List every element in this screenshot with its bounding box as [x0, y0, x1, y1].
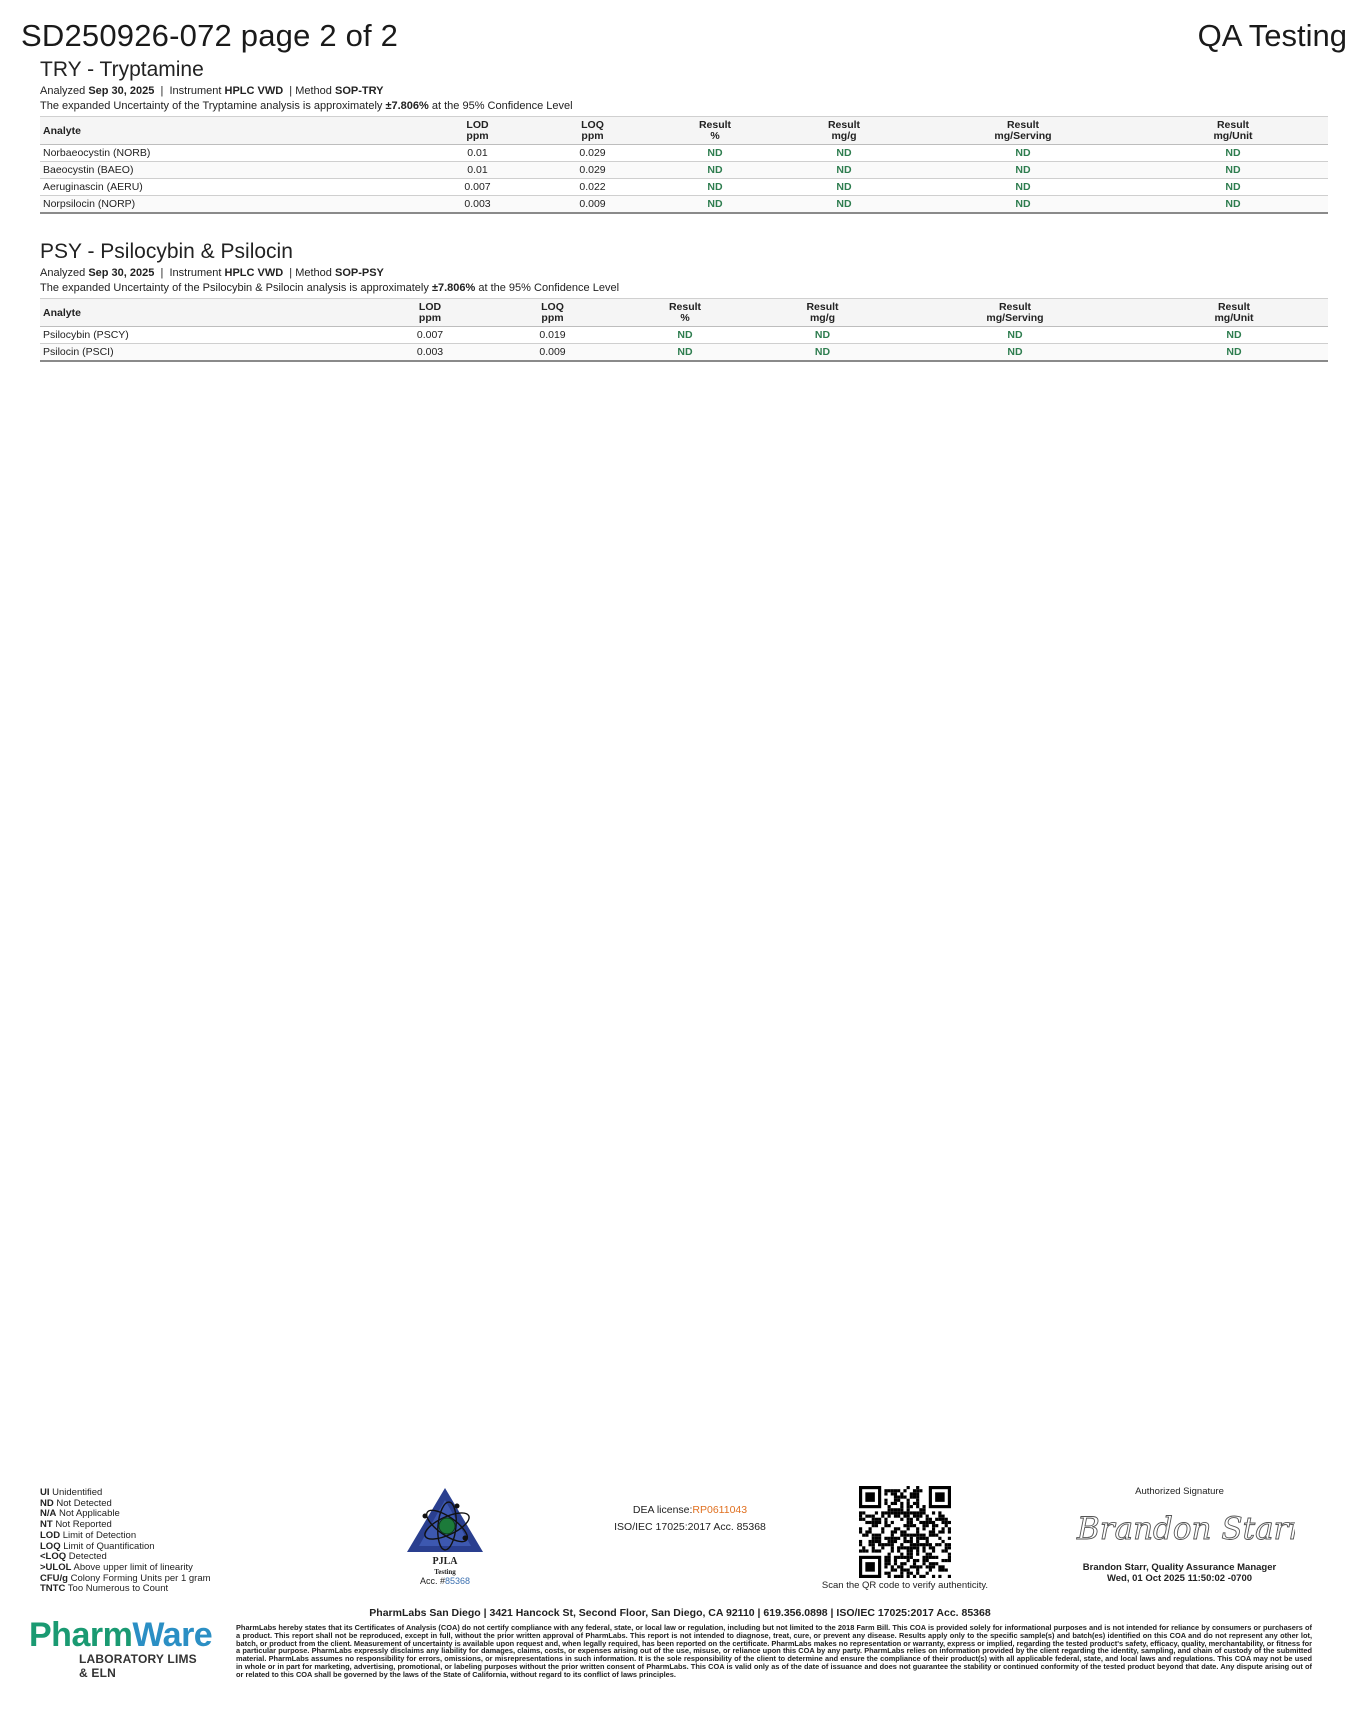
pjla-logo-sub: Testing: [434, 1568, 456, 1576]
column-header: [1138, 117, 1328, 145]
result-cell: ND: [1138, 196, 1328, 214]
column-header: [1140, 299, 1328, 327]
uncertainty-value: ±7.806%: [431, 282, 476, 294]
analyzed-label: Analyzed: [40, 85, 86, 97]
result-cell: ND: [650, 145, 780, 162]
pjla-accreditation: [400, 1486, 490, 1586]
result-cell: ND: [908, 196, 1138, 214]
section-title: TRY - Tryptamine: [40, 58, 204, 81]
legend-desc: Limit of Quantification: [63, 1540, 155, 1552]
legend-abbr: LOD: [40, 1529, 61, 1541]
column-header: [780, 117, 908, 145]
analyte-name: Norbaeocystin (NORB): [40, 145, 420, 162]
column-header-label: Result: [1217, 301, 1251, 313]
section-tryptamine: [40, 58, 1328, 214]
analysis-meta: Analyzed Sep 30, 2025 | Instrument HPLC VWD | Method SOP-PSY: [40, 267, 384, 279]
column-header-label: Analyte: [43, 124, 81, 137]
legend-item: [40, 1584, 211, 1595]
column-header-unit: mg/g: [831, 130, 857, 142]
column-header-label: LOD: [418, 301, 442, 313]
table-row: [40, 327, 1328, 344]
uncertainty-note: [40, 281, 1328, 296]
column-header: [40, 299, 370, 327]
legend-desc: Too Numerous to Count: [67, 1583, 169, 1595]
signature-block: [1062, 1486, 1297, 1584]
table-body: [40, 145, 1328, 214]
legend-abbr: N/A: [40, 1508, 57, 1520]
lab-name: QA Testing: [1197, 18, 1347, 53]
column-header-unit: mg/g: [809, 312, 836, 324]
limit-cell: 0.01: [420, 145, 535, 162]
section-title: PSY - Psilocybin & Psilocin: [40, 240, 293, 263]
analyte-name: Baeocystin (BAEO): [40, 162, 420, 179]
column-header: [490, 299, 615, 327]
column-header-label: Result: [668, 301, 702, 313]
uncertainty-suffix: at the 95% Confidence Level: [431, 100, 573, 112]
uncertainty-value: ±7.806%: [385, 100, 429, 112]
column-header-unit: mg/Serving: [994, 130, 1052, 142]
instrument-value: HPLC VWD: [224, 267, 284, 279]
limit-cell: 0.003: [420, 196, 535, 214]
pharmware-logo-text: [29, 1616, 213, 1654]
analyte-name: Norpsilocin (NORP): [40, 196, 420, 214]
result-cell: ND: [615, 327, 755, 344]
qr-block: [810, 1486, 1000, 1591]
limit-cell: 0.009: [490, 344, 615, 362]
legend-abbr: ND: [40, 1497, 54, 1509]
column-header: [40, 117, 420, 145]
column-header: [370, 299, 490, 327]
instrument-label: Instrument: [169, 85, 222, 97]
signature-script: Brandon Starr: [1076, 1511, 1295, 1547]
column-header-label: Analyte: [43, 306, 81, 319]
uncertainty-prefix: The expanded Uncertainty of the Tryptamine analysis is approximately: [40, 100, 383, 112]
table-row: [40, 179, 1328, 196]
method-value: SOP-PSY: [334, 267, 384, 279]
result-cell: ND: [908, 145, 1138, 162]
instrument-value: HPLC VWD: [224, 85, 284, 97]
result-cell: ND: [908, 162, 1138, 179]
legend-desc: Not Reported: [55, 1519, 112, 1531]
results-table: [40, 298, 1328, 362]
column-header: [615, 299, 755, 327]
result-cell: ND: [755, 327, 890, 344]
legend-desc: Colony Forming Units per 1 gram: [70, 1572, 211, 1584]
logo-main: Pharm: [29, 1616, 133, 1654]
column-header-label: LOQ: [541, 301, 564, 313]
limit-cell: 0.01: [420, 162, 535, 179]
result-cell: ND: [1140, 327, 1328, 344]
legend-desc: Detected: [68, 1551, 107, 1563]
column-header-label: LOQ: [581, 119, 604, 131]
analyte-name: Aeruginascin (AERU): [40, 179, 420, 196]
limit-cell: 0.009: [535, 196, 650, 214]
limit-cell: 0.022: [535, 179, 650, 196]
acc-number: 85368: [444, 1576, 471, 1586]
pjla-logo-text: PJLA: [432, 1556, 458, 1567]
table-row: [40, 344, 1328, 362]
table-header: [40, 117, 1328, 145]
result-cell: ND: [650, 162, 780, 179]
table-row: [40, 162, 1328, 179]
analyzed-date: Sep 30, 2025: [88, 85, 155, 97]
signature-label: Authorized Signature: [1135, 1486, 1224, 1497]
uncertainty-note: [40, 99, 1328, 114]
instrument-label: Instrument: [169, 267, 222, 279]
legend-abbr: UI: [40, 1487, 50, 1498]
column-header: [535, 117, 650, 145]
pharmware-logo: [29, 1616, 213, 1680]
limit-cell: 0.007: [370, 327, 490, 344]
column-header-unit: %: [710, 130, 720, 142]
result-cell: ND: [908, 179, 1138, 196]
legend-abbr: LOQ: [40, 1540, 61, 1552]
iso-accreditation: ISO/IEC 17025:2017 Acc. 85368: [614, 1521, 766, 1533]
pjla-acc-number: [400, 1576, 490, 1586]
result-cell: ND: [1138, 162, 1328, 179]
uncertainty-prefix: The expanded Uncertainty of the Psilocybin & Psilocin analysis is approximately: [40, 282, 429, 294]
logo-accent: Ware: [132, 1616, 213, 1654]
legend-abbr: TNTC: [40, 1583, 66, 1595]
legend-abbr: >ULOL: [40, 1561, 72, 1573]
analysis-meta: Analyzed Sep 30, 2025 | Instrument HPLC VWD | Method SOP-TRY: [40, 85, 384, 97]
column-header-label: Result: [1216, 119, 1250, 131]
legend-desc: Unidentified: [52, 1487, 103, 1498]
table-body: [40, 327, 1328, 362]
legend-abbr: CFU/g: [40, 1572, 68, 1584]
handwritten-signature: [1065, 1497, 1295, 1557]
table-row: [40, 145, 1328, 162]
result-cell: ND: [650, 179, 780, 196]
qr-code-icon[interactable]: [859, 1486, 951, 1578]
limit-cell: 0.003: [370, 344, 490, 362]
column-header-unit: ppm: [466, 130, 489, 142]
legend-abbr: <LOQ: [40, 1551, 67, 1563]
abbreviation-legend: [40, 1488, 211, 1595]
lab-address: PharmLabs San Diego | 3421 Hancock St, Second Floor, San Diego, CA 92110 | 619.356.0898 | ISO/IEC 17025:2017 Acc. 85368: [369, 1607, 991, 1619]
column-header-label: Result: [1006, 119, 1040, 131]
column-header-label: LOD: [466, 119, 489, 131]
result-cell: ND: [650, 196, 780, 214]
limit-cell: 0.029: [535, 145, 650, 162]
dea-license-block: [590, 1502, 790, 1536]
signature-date: Wed, 01 Oct 2025 11:50:02 -0700: [1106, 1573, 1253, 1584]
result-cell: ND: [1138, 145, 1328, 162]
column-header-unit: mg/Serving: [986, 312, 1044, 324]
method-value: SOP-TRY: [334, 85, 384, 97]
result-cell: ND: [1140, 344, 1328, 362]
column-header: [890, 299, 1140, 327]
results-table: [40, 116, 1328, 214]
result-cell: ND: [780, 196, 908, 214]
report-id: SD250926-072 page 2 of 2: [21, 18, 399, 53]
limit-cell: 0.029: [535, 162, 650, 179]
column-header: [755, 299, 890, 327]
column-header-label: Result: [698, 119, 732, 131]
result-cell: ND: [780, 145, 908, 162]
column-header: [420, 117, 535, 145]
result-cell: ND: [890, 344, 1140, 362]
column-header-label: Result: [998, 301, 1032, 313]
acc-label: Acc. #: [419, 1576, 445, 1586]
method-label: Method: [295, 85, 332, 97]
column-header-unit: ppm: [581, 130, 604, 142]
result-cell: ND: [615, 344, 755, 362]
analyte-name: Psilocin (PSCI): [40, 344, 370, 362]
legend-abbr: NT: [40, 1519, 53, 1531]
column-header-label: Result: [806, 301, 839, 313]
legend-desc: Above upper limit of linearity: [73, 1561, 193, 1573]
method-label: Method: [295, 267, 332, 279]
pjla-logo-icon: [403, 1486, 487, 1576]
column-header-label: Result: [827, 119, 861, 131]
uncertainty-suffix: at the 95% Confidence Level: [478, 282, 620, 294]
column-header-unit: ppm: [541, 312, 564, 324]
table-header: [40, 299, 1328, 327]
column-header-unit: %: [680, 312, 690, 324]
result-cell: ND: [1138, 179, 1328, 196]
result-cell: ND: [890, 327, 1140, 344]
section-psilocybin: [40, 240, 1328, 362]
result-cell: ND: [780, 179, 908, 196]
column-header-unit: mg/Unit: [1213, 130, 1253, 142]
dea-number: RP0611043: [692, 1504, 748, 1516]
column-header-unit: mg/Unit: [1214, 312, 1254, 324]
limit-cell: 0.019: [490, 327, 615, 344]
legend-desc: Not Detected: [56, 1497, 112, 1509]
pharmware-logo-sub: LABORATORY LIMS & ELN: [79, 1652, 197, 1680]
result-cell: ND: [755, 344, 890, 362]
column-header: [650, 117, 780, 145]
legal-disclaimer: PharmLabs hereby states that its Certificates of Analysis (COA) do not certify compliance with any federal, state, or local law or regulation, including but not limited to the 2018 Farm Bill. This COA is provided solely for informational purposes and is not intended for reliance by consumers or purchasers of a product. This report shall not be reproduced, except in full, without the prior written approval of PharmLabs. This report is not intended to diagnose, treat, cure, or prevent any disease. Results apply only to the specific sample(s) and batch(es) identified on this COA and do not represent any other lot, batch, or product from the client. Measurement of uncertainty is available upon request and, when legally required, has been reported on the certificate. PharmLabs makes no representation or warranty, express or implied, regarding the tested product's safety, efficacy, quality, merchantability, or fitness for a particular purpose. PharmLabs expressly disclaims any liability for damages, claims, costs, or expenses arising out of the use, misuse, or reliance upon this COA by any party. PharmLabs relies on information provided by the client regarding the identity, sampling, and chain of custody of the submitted material. PharmLabs assumes no responsibility for errors, omissions, or misrepresentations in such information. It is the sole responsibility of the client to determine and ensure the compliance of their product(s) with all applicable federal, state, and local laws and regulations. This COA may not be used in whole or in part for marketing, advertising, promotional, or labeling purposes without the prior written consent of PharmLabs. This COA is valid only as of the date of issuance and does not guarantee the stability or continued conformity of the tested product beyond that date. Any dispute arising out of or related to this COA shall be governed by the laws of the State of California, without regard to its conflict of laws principles.: [236, 1623, 1312, 1679]
table-row: [40, 196, 1328, 214]
column-header: [908, 117, 1138, 145]
limit-cell: 0.007: [420, 179, 535, 196]
signer-name-title: Brandon Starr, Quality Assurance Manager: [1082, 1562, 1277, 1573]
column-header-unit: ppm: [418, 312, 442, 324]
analyzed-date: Sep 30, 2025: [88, 267, 155, 279]
legend-desc: Limit of Detection: [62, 1529, 137, 1541]
dea-label: DEA license:: [632, 1504, 693, 1516]
analyzed-label: Analyzed: [40, 267, 86, 279]
legend-desc: Not Applicable: [59, 1508, 120, 1520]
analyte-name: Psilocybin (PSCY): [40, 327, 370, 344]
qr-caption: Scan the QR code to verify authenticity.: [821, 1580, 989, 1591]
result-cell: ND: [780, 162, 908, 179]
